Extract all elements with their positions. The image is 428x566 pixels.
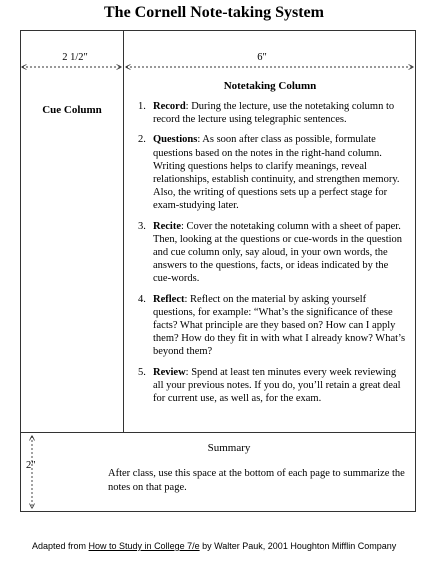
step-number: 1. <box>138 101 146 112</box>
notes-column-heading: Notetaking Column <box>223 80 317 92</box>
step-text: : Spend at least ten minutes every week reviewing all your previous notes. If you do, you’ll retain a great deal for current use, as well as, for the exam. <box>153 366 401 405</box>
credit-suffix: by Walter Pauk, 2001 Houghton Mifflin Company <box>199 541 397 551</box>
step-record <box>138 100 408 126</box>
step-label: Reflect <box>153 293 185 305</box>
summary-height-label: 2" <box>26 460 36 471</box>
credit-book-title: How to Study in College 7/e <box>88 541 200 551</box>
step-text: : During the lecture, use the notetaking column to record the lecture using telegraphic sentences. <box>153 101 395 126</box>
credit-prefix: Adapted from <box>32 541 89 551</box>
steps-list <box>138 100 408 412</box>
cue-width-label: 2 1/2" <box>62 52 88 63</box>
step-label: Review <box>153 366 186 378</box>
step-text: : Reflect on the material by asking yourself questions, for example: “What’s the significance of these facts? What principle are they based on? How can I apply them? How do they fit in with what I already know? What’s beyond them? <box>153 293 406 358</box>
summary-text: After class, use this space at the bottom of each page to summarize the notes on that page. <box>108 468 405 493</box>
step-text: : Cover the notetaking column with a sheet of paper. Then, looking at the questions or cue-words in the question and cue column only, say aloud, in your own words, the answers to the questions, facts, or ideas indicated by the cue-words. <box>153 220 403 285</box>
step-number: 5. <box>138 366 146 378</box>
source-credit <box>32 541 422 552</box>
step-label: Record <box>153 101 186 112</box>
step-questions <box>138 133 408 212</box>
step-label: Questions <box>153 134 198 146</box>
step-number: 2. <box>138 134 146 146</box>
summary-heading: Summary <box>207 442 251 454</box>
step-label: Recite <box>153 220 181 232</box>
summary-divider <box>20 432 416 433</box>
document-title: The Cornell Note-taking System <box>104 4 324 21</box>
cue-column-heading: Cue Column <box>42 104 102 116</box>
step-reflect <box>138 293 408 359</box>
step-text: : As soon after class as possible, formulate questions based on the notes in the right-hand column. Writing questions helps to clarify meanings, reveal relationships, establish continuity, and strengthen memory. Also, the writing of questions sets up a perfect stage for exam-studying later. <box>153 134 400 212</box>
step-number: 4. <box>138 293 146 305</box>
notes-width-label: 6" <box>257 52 267 63</box>
step-number: 3. <box>138 220 146 232</box>
step-review <box>138 366 408 406</box>
step-recite <box>138 220 408 286</box>
